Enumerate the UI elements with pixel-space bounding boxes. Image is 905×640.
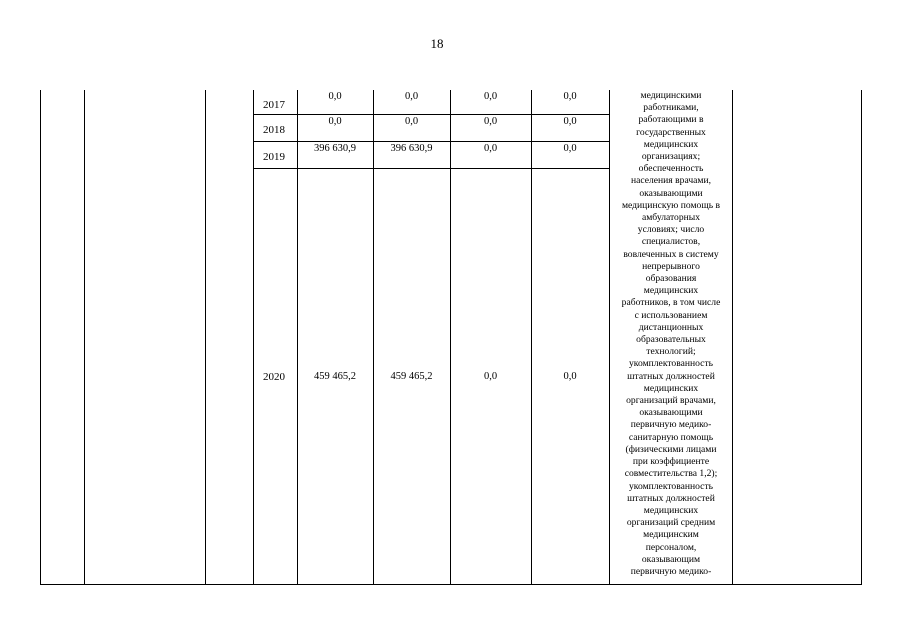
column-border	[732, 90, 733, 585]
indicator-text-line: медицинскую помощь в	[621, 199, 721, 211]
indicator-text-line: населения врачами,	[630, 175, 712, 187]
value-total-2017: 0,0	[328, 91, 342, 102]
indicator-text-line: оказывающим	[641, 553, 701, 565]
indicator-text-line: санитарную помощь	[628, 431, 714, 443]
column-border	[84, 90, 85, 585]
value-col4-2017: 0,0	[563, 91, 577, 102]
indicator-text-line: государственных	[636, 126, 706, 138]
indicator-text-line: с использованием	[634, 309, 708, 321]
indicator-text-line: медицинских	[643, 285, 699, 297]
indicators-description	[610, 90, 732, 578]
indicator-text-line: организациях;	[641, 151, 701, 163]
column-border	[531, 90, 532, 585]
value-budget-2020: 459 465,2	[390, 371, 433, 382]
value-total-2018: 0,0	[328, 116, 342, 127]
column-border	[253, 90, 254, 585]
row-divider-2018-2019	[253, 141, 609, 142]
indicator-text-line: первичную медико-	[630, 565, 712, 577]
table-bottom-border	[40, 584, 862, 585]
year-cell-2018: 2018	[263, 124, 285, 136]
indicator-text-line: амбулаторных	[641, 212, 701, 224]
indicator-text-line: персоналом,	[645, 541, 697, 553]
column-border	[450, 90, 451, 585]
indicator-text-line: технологий;	[646, 346, 696, 358]
value-col3-2020: 0,0	[483, 371, 498, 382]
value-col4-2020: 0,0	[563, 371, 577, 382]
indicator-text-line: оказывающими	[639, 187, 703, 199]
value-col3-2017: 0,0	[483, 91, 498, 102]
value-budget-2018: 0,0	[404, 116, 419, 127]
column-border	[373, 90, 374, 585]
indicator-text-line: медицинских	[643, 504, 699, 516]
value-budget-2019: 396 630,9	[390, 143, 433, 154]
indicator-text-line: штатных должностей	[627, 492, 715, 504]
indicator-text-line: образовательных	[636, 334, 706, 346]
indicator-text-line: укомплектованность	[628, 480, 714, 492]
indicator-text-line: работающими в	[638, 114, 704, 126]
column-border	[205, 90, 206, 585]
indicator-text-line: медицинских	[643, 382, 699, 394]
column-border	[297, 90, 298, 585]
value-col3-2019: 0,0	[483, 143, 498, 154]
indicator-text-line: специалистов,	[641, 236, 701, 248]
indicator-text-line: штатных должностей	[627, 370, 715, 382]
indicator-text-line: (физическими лицами	[625, 443, 717, 455]
indicator-text-line: медицинскими	[640, 90, 702, 101]
row-divider-2017-2018	[253, 114, 609, 115]
indicator-text-line: вовлеченных в систему	[623, 248, 719, 260]
indicator-text-line: дистанционных	[638, 321, 704, 333]
value-total-2020: 459 465,2	[314, 371, 356, 382]
indicator-text-line: условиях; число	[637, 224, 705, 236]
indicator-text-line: первичную медико-	[630, 419, 712, 431]
column-border	[861, 90, 862, 585]
value-col4-2018: 0,0	[563, 116, 577, 127]
indicator-text-line: совместительства 1,2);	[624, 468, 718, 480]
indicator-text-line: непрерывного	[642, 260, 700, 272]
value-col3-2018: 0,0	[483, 116, 498, 127]
indicator-text-line: работников, в том числе	[621, 297, 721, 309]
indicator-text-line: укомплектованность	[628, 358, 714, 370]
indicator-text-line: организаций врачами,	[626, 395, 716, 407]
indicator-text-line: работниками,	[643, 102, 699, 114]
value-budget-2017: 0,0	[404, 91, 419, 102]
year-cell-2020: 2020	[263, 371, 285, 383]
year-cell-2019: 2019	[263, 151, 285, 163]
page-number: 18	[430, 36, 444, 51]
value-total-2019: 396 630,9	[314, 143, 356, 154]
year-cell-2017: 2017	[263, 99, 285, 111]
indicator-text-line: медицинских	[643, 138, 699, 150]
indicator-text-line: медицинским	[643, 529, 699, 541]
column-border	[40, 90, 41, 585]
indicator-text-line: образования	[645, 273, 697, 285]
value-col4-2019: 0,0	[563, 143, 577, 154]
indicator-text-line: оказывающими	[639, 407, 703, 419]
indicator-text-line: при коэффициенте	[632, 456, 710, 468]
indicator-text-line: организаций средним	[626, 517, 716, 529]
indicator-text-line: обеспеченность	[638, 163, 704, 175]
row-divider-2019-2020	[253, 168, 609, 169]
